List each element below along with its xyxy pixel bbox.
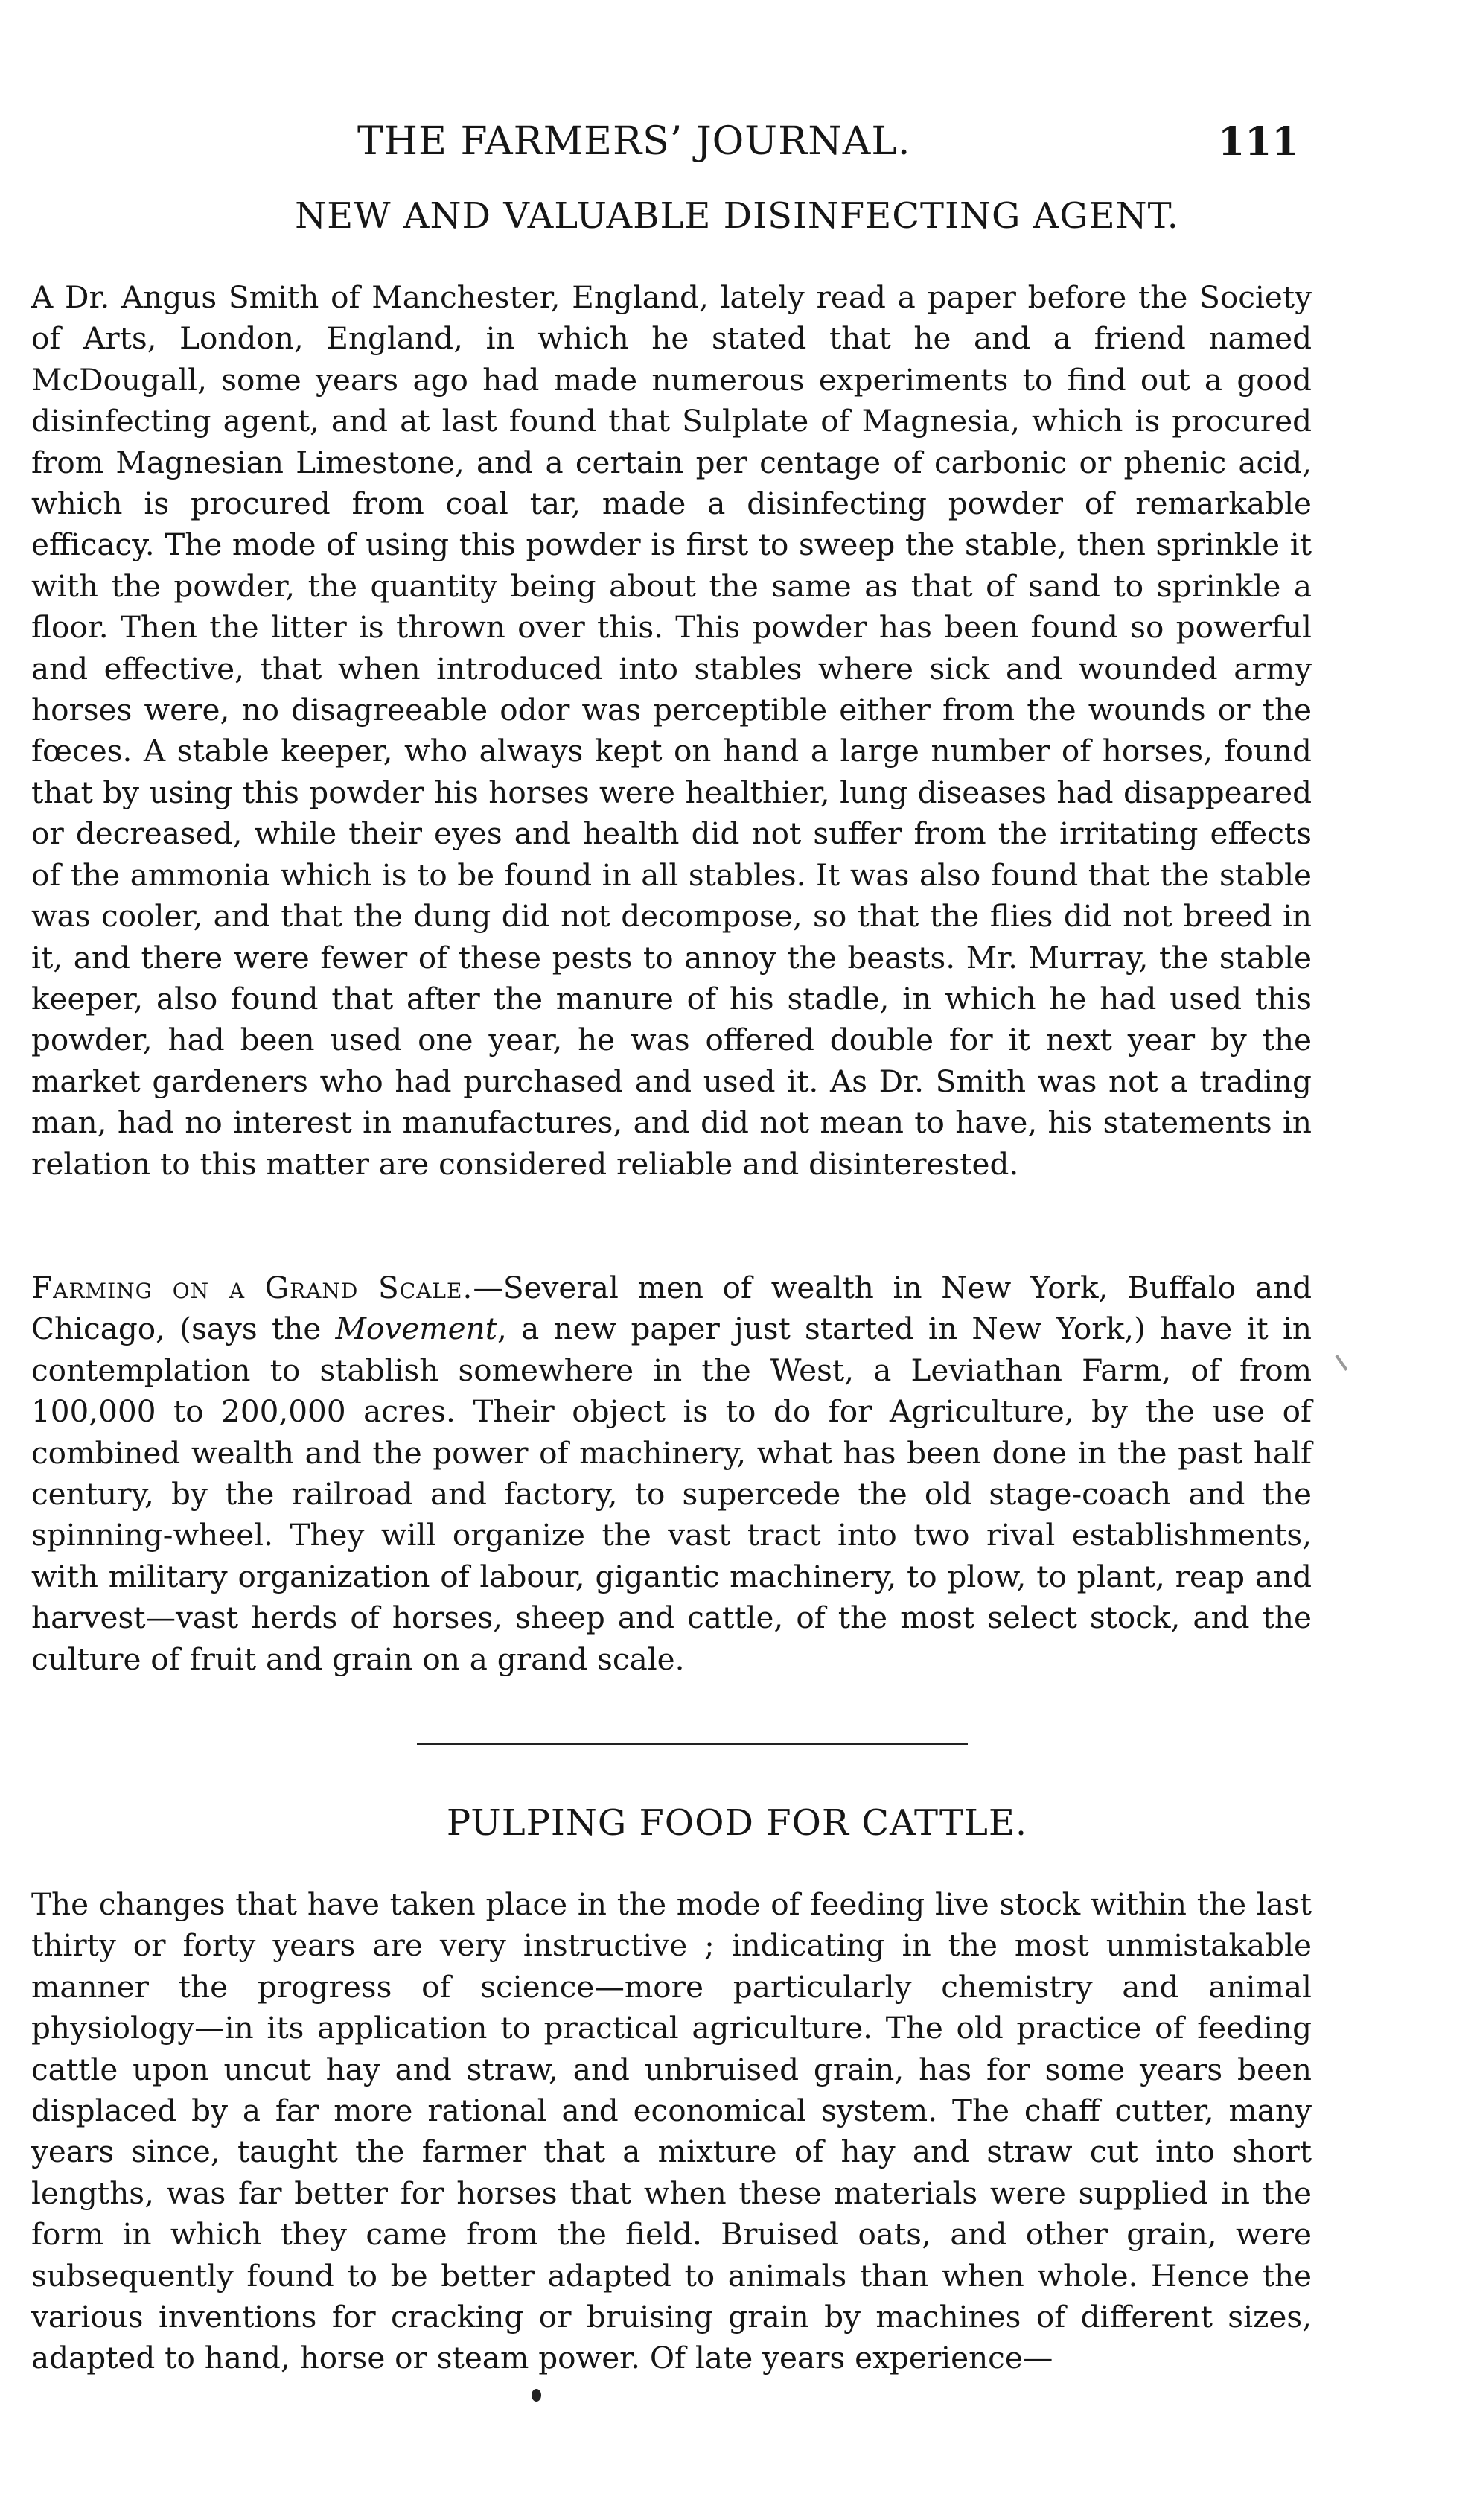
article-body-pulping-food: The changes that have taken place in the mode of feeding live stock within the last thirty or forty years are very instructive ; indicating in the most unmistakable manner the progress of science—more particularly chemistry and animal physiology—in its application to practical agriculture. The old practice of feeding cattle upon uncut hay and straw, and unbruised grain, has for some years been displaced by a far more rational and economical system. The chaff cutter, many years since, taught the farmer that a mixture of hay and straw cut into short lengths, was far better for horses that when these materials were supplied in the form in which they came from the field. Bruised oats, and other grain, were subsequently found to be better adapted to animals than when whole. Hence the various inventions for cracking or bruising grain by machines of different sizes, adapted to hand, horse or steam power. Of late years experience— bbox=[31, 1886, 1312, 2376]
margin-mark bbox=[1335, 1355, 1347, 1371]
footer-dot bbox=[532, 2389, 541, 2402]
page-number: 111 bbox=[1218, 119, 1299, 165]
journal-title: THE FARMERS’ JOURNAL. bbox=[357, 119, 911, 164]
article-lead-farming-grand-scale: Farming on a Grand Scale. bbox=[31, 1270, 473, 1305]
section-divider bbox=[417, 1743, 968, 1745]
newspaper-name: Movement bbox=[335, 1311, 497, 1347]
article-text-part-b: , a new paper just started in New York,) have it in contemplation to stablish somewhere in the West, a Leviathan Farm, of from 100,000 to 200,000 acres. Their object is to do for Agriculture, by the use of combined wealth and the power of machinery, what has been done in the past half century, by the railroad and factory, to supercede the old stage-coach and the spinning-wheel. They will organize the vast tract into two rival establishments, with military organization of labour, gigantic machinery, to plow, to plant, reap and harvest—vast herds of horses, sheep and cattle, of the most select stock, and the culture of fruit and grain on a grand scale. bbox=[31, 1311, 1312, 1677]
running-head bbox=[0, 119, 1474, 164]
article-body-disinfecting-agent: A Dr. Angus Smith of Manchester, England, lately read a paper before the Society of Arts, London, England, in which he stated that he and a friend named McDougall, some years ago had made numerous experiments to find out a good disinfecting agent, and at last found that Sulplate of Magnesia, which is procured from Magnesian Limestone, and a certain per centage of carbonic or phenic acid, which is procured from coal tar, made a disinfecting powder of remarkable efficacy. The mode of using this powder is first to sweep the stable, then sprinkle it with the powder, the quantity being about the same as that of sand to sprinkle a floor. Then the litter is thrown over this. This powder has been found so powerful and effective, that when introduced into stables where sick and wounded army horses were, no disagreeable odor was perceptible either from the wounds or the fœces. A stable keeper, who always kept on hand a large number of horses, found that by using this powder his horses were healthier, lung diseases had disappeared or decreased, while their eyes and health did not suffer from the irritating effects of the ammonia which is to be found in all stables. It was also found that the stable was cooler, and that the dung did not decompose, so that the flies did not breed in it, and there were fewer of these pests to annoy the beasts. Mr. Murray, the stable keeper, also found that after the manure of his stadle, in which he had used this powder, had been used one year, he was offered double for it next year by the market gardeners who had purchased and used it. As Dr. Smith was not a trading man, had no interest in manufactures, and did not mean to have, his statements in relation to this matter are considered reliable and disinterested. bbox=[31, 279, 1312, 1182]
article-title-pulping-food: PULPING FOOD FOR CATTLE. bbox=[446, 1802, 1028, 1844]
article-body-farming-grand-scale bbox=[31, 1267, 1312, 1680]
article-title-disinfecting-agent: NEW AND VALUABLE DISINFECTING AGENT. bbox=[295, 195, 1179, 237]
article-text-part-a: —Several men of wealth in New York, Buffalo and Chicago, (says the bbox=[31, 1270, 1312, 1347]
